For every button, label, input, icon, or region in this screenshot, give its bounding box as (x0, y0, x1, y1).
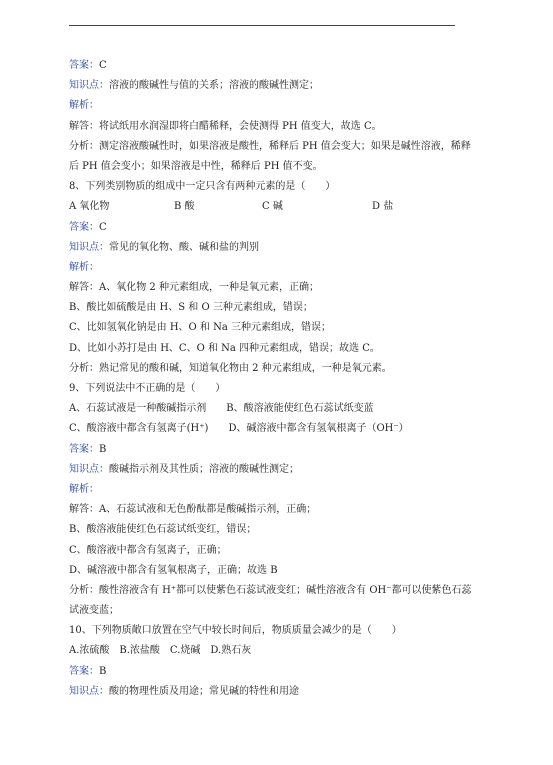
line-text: 试液变蓝； (69, 605, 119, 617)
text-line (69, 541, 499, 561)
line-text: B (99, 665, 107, 677)
line-text: 酸的物理性质及用途；常见碱的特性和用途 (109, 685, 299, 697)
text-line (69, 581, 499, 601)
text-line (69, 258, 499, 278)
label-tag: 解析： (69, 483, 99, 495)
text-line (69, 137, 499, 157)
text-line (69, 621, 499, 641)
text-line (69, 96, 499, 116)
line-text: B、酸溶液能使红色石蕊试纸变红，错误； (69, 524, 257, 536)
line-text: 分析：酸性溶液含有 H⁺都可以使紫色石蕊试液变红；碱性溶液含有 OH⁻都可以使紫色石蕊 (69, 584, 472, 596)
line-text: C、比如氢氧化钠是由 H、O 和 Na 三种元素组成，错误； (69, 322, 331, 334)
line-text: 10、下列物质敞口放置在空气中较长时间后，物质质量会减少的是（ ） (69, 625, 402, 637)
line-text: 后 PH 值会变小；如果溶液是中性，稀释后 PH 值不变。 (69, 160, 323, 172)
label-tag: 知识点： (69, 463, 109, 475)
text-line (69, 440, 499, 460)
line-text: C (99, 221, 107, 233)
text-line (69, 157, 499, 177)
line-text: 解答：A、石蕊试液和无色酚酞都是酸碱指示剂，正确； (69, 504, 317, 516)
line-text: 溶液的酸碱性与值的关系；溶液的酸碱性测定； (109, 80, 319, 92)
q8-option-a: A 氧化物 (69, 201, 110, 213)
line-text: C、酸溶液中都含有氢离子，正确； (69, 544, 227, 556)
line-text: 分析：熟记常见的酸和碱，知道氧化物由 2 种元素组成，一种是氧元素。 (69, 362, 392, 374)
text-line (69, 662, 499, 682)
text-line (69, 318, 499, 338)
line-text: 解答：将试纸用水润湿即将白醋稀释，会使测得 PH 值变大，故选 C。 (69, 120, 382, 132)
line-text: A、石蕊试液是一种酸碱指示剂 B、酸溶液能使红色石蕊试纸变蓝 (69, 403, 374, 415)
line-text: 分析：测定溶液酸碱性时，如果溶液是酸性，稀释后 PH 值会变大；如果是碱性溶液，稀释 (69, 140, 471, 152)
line-text: A.浓硫酸 B.浓盐酸 C.烧碱 D.熟石灰 (69, 645, 252, 657)
line-text: D、比如小苏打是由 H、C、O 和 Na 四种元素组成，错误；故选 C。 (69, 342, 380, 354)
text-line (69, 460, 499, 480)
text-line (69, 480, 499, 500)
label-tag: 解析： (69, 261, 99, 273)
q8-option-b: B 酸 (174, 201, 195, 213)
document-body (69, 56, 499, 702)
text-line (69, 601, 499, 621)
text-line (69, 641, 499, 661)
q8-options (69, 197, 499, 217)
text-line (69, 218, 499, 238)
q8-option-c: C 碱 (262, 201, 283, 213)
line-text: 解答：A、氧化物 2 种元素组成，一种是氧元素，正确； (69, 282, 319, 294)
text-line (69, 177, 499, 197)
line-text: 8、下列类别物质的组成中一定只含有两种元素的是（ ） (69, 181, 336, 193)
text-line (69, 298, 499, 318)
line-text: 常见的氧化物、酸、碱和盐的判别 (109, 241, 259, 253)
label-tag: 答案： (69, 60, 99, 71)
line-text: B、酸比如硫酸是由 H、S 和 O 三种元素组成，错误； (69, 302, 313, 314)
text-line (69, 359, 499, 379)
line-text: B (99, 443, 107, 455)
line-text: 9、下列说法中不正确的是（ ） (69, 383, 226, 394)
text-line (69, 419, 499, 439)
text-line (69, 682, 499, 702)
answer-block-q7 (69, 56, 499, 197)
label-tag: 答案： (69, 221, 99, 233)
label-tag: 知识点： (69, 685, 109, 697)
line-text: C、酸溶液中都含有氢离子(H⁺) D、碱溶液中都含有氢氧根离子（OH⁻） (69, 423, 409, 435)
text-line (69, 561, 499, 581)
line-text: D、碱溶液中都含有氢氧根离子，正确；故选 B (69, 564, 278, 576)
label-tag: 答案： (69, 665, 99, 677)
text-line (69, 500, 499, 520)
answer-block-q8-q10 (69, 218, 499, 703)
text-line (69, 278, 499, 298)
text-line (69, 76, 499, 96)
text-line (69, 117, 499, 137)
text-line (69, 520, 499, 540)
text-line (69, 379, 499, 399)
text-line (69, 339, 499, 359)
line-text: 酸碱指示剂及其性质；溶液的酸碱性测定； (109, 463, 299, 475)
label-tag: 解析： (69, 100, 99, 112)
label-tag: 答案： (69, 443, 99, 455)
label-tag: 知识点： (69, 80, 109, 92)
text-line (69, 56, 499, 76)
label-tag: 知识点： (69, 241, 109, 253)
header-rule (69, 25, 455, 26)
q8-option-d: D 盐 (372, 201, 394, 213)
line-text: C (99, 60, 107, 71)
text-line (69, 399, 499, 419)
text-line (69, 238, 499, 258)
